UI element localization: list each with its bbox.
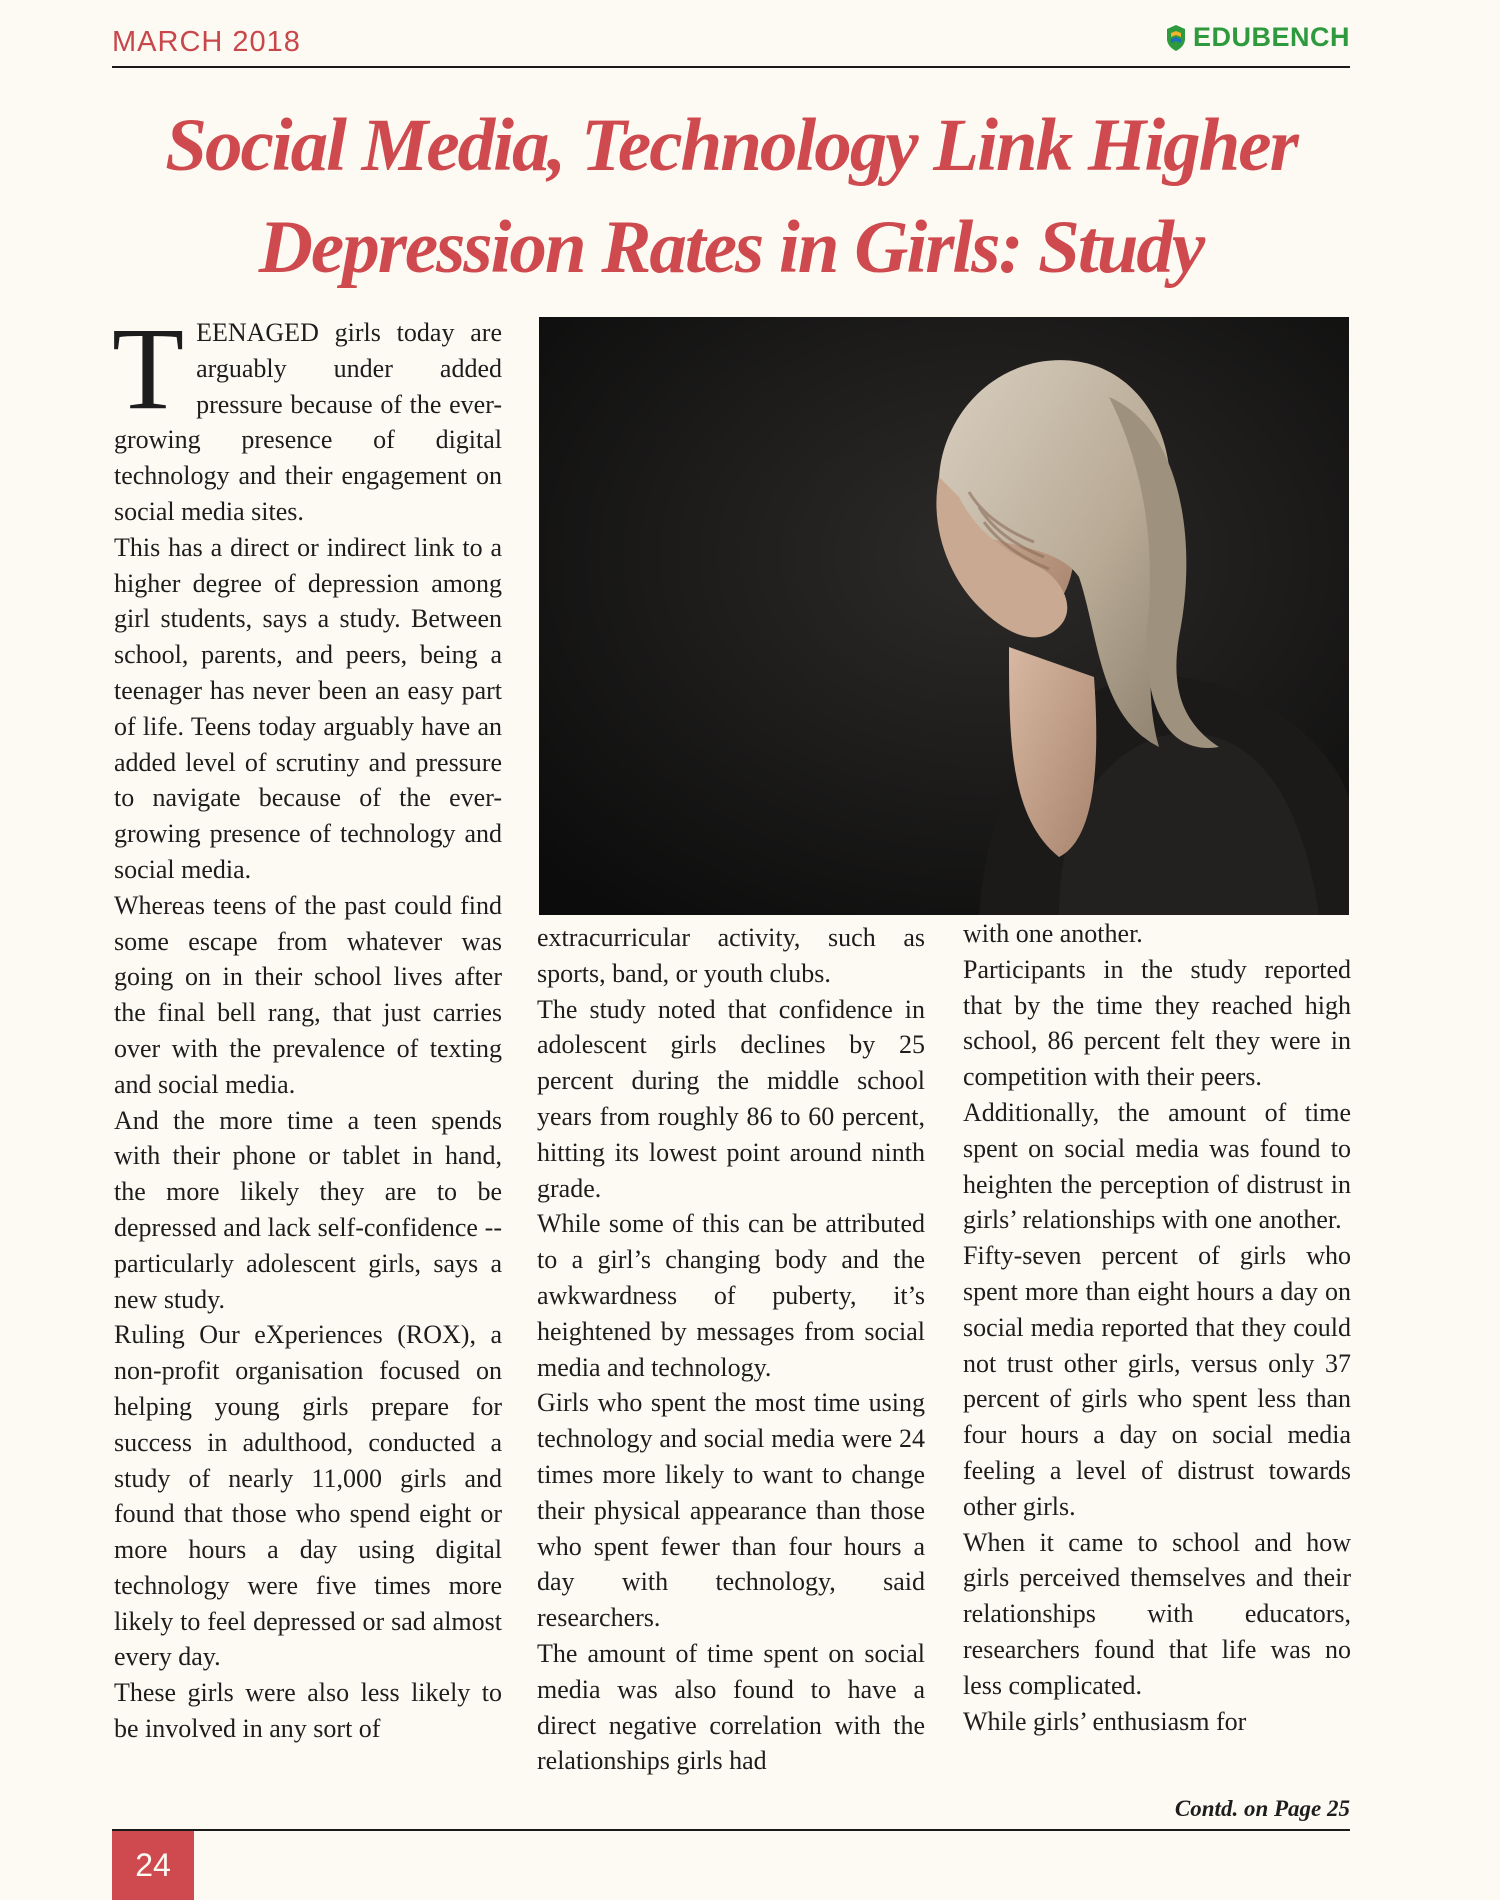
paragraph: While some of this can be attributed to a girl’s changing body and the awkwardness of puberty, it’s heightened by messages from social media and technology. bbox=[537, 1209, 925, 1382]
brand-name: EDUBENCH bbox=[1192, 22, 1350, 52]
paragraph: Girls who spent the most time using technology and social media were 24 times more likely to want to change their physical appearance than those who spent fewer than four hours a day with technology, said researchers. bbox=[537, 1388, 925, 1633]
brand bbox=[1165, 22, 1350, 53]
header-date: MARCH 2018 bbox=[112, 26, 301, 58]
brand-logo-icon bbox=[1165, 24, 1187, 52]
paragraph: When it came to school and how girls perceived themselves and their relationships with educators, researchers found that life was no less complicated. bbox=[963, 1527, 1351, 1700]
paragraph: Ruling Our eXperiences (ROX), a non-profit organisation focused on helping young girls prepare for success in adulthood, conducted a study of nearly 11,000 girls and found that those who spend eight or more hours a day using digital technology were five times more likely to feel depressed or sad almost every day. bbox=[114, 1320, 502, 1672]
paragraph: with one another. bbox=[963, 919, 1143, 948]
footer-rule bbox=[112, 1829, 1350, 1831]
article-column-1 bbox=[112, 303, 502, 1747]
drop-cap: T bbox=[112, 303, 185, 434]
article-column-2 bbox=[537, 920, 925, 1779]
article-column-3 bbox=[963, 916, 1351, 1739]
paragraph: Additionally, the amount of time spent on social media was found to heighten the perception of distrust in girls’ relationships with one another. bbox=[963, 1097, 1351, 1235]
paragraph: Participants in the study reported that by the time they reached high school, 86 percent felt they were in competition with their peers. bbox=[963, 954, 1351, 1092]
paragraph: While girls’ enthusiasm for bbox=[963, 1706, 1247, 1736]
paragraph: Whereas teens of the past could find some escape from whatever was going on in their school lives after the final bell rang, that just carries over with the prevalence of texting and social media. bbox=[114, 890, 502, 1099]
paragraph: extracurricular activity, such as sports, band, or youth clubs. bbox=[537, 923, 925, 988]
paragraph: These girls were also less likely to be involved in any sort of bbox=[114, 1678, 502, 1744]
article-title: Social Media, Technology Link Higher Depression Rates in Girls: Study bbox=[165, 104, 1297, 289]
paragraph: And the more time a teen spends with their phone or tablet in hand, the more likely they are to be depressed and lack self-confidence -- particularly adolescent girls, says a new study. bbox=[114, 1105, 502, 1314]
article-photo bbox=[539, 317, 1349, 915]
page-number: 24 bbox=[112, 1831, 194, 1900]
paragraph: Fifty-seven percent of girls who spent more than eight hours a day on social media reported that they could not trust other girls, versus only 37 percent of girls who spent less than four hours a day on social media feeling a level of distrust towards other girls. bbox=[963, 1241, 1351, 1521]
paragraph: The study noted that confidence in adolescent girls declines by 25 percent during the middle school years from roughly 86 to 60 percent, hitting its lowest point around ninth grade. bbox=[537, 994, 925, 1203]
paragraph: The amount of time spent on social media was also found to have a direct negative correlation with the relationships girls had bbox=[537, 1638, 925, 1776]
paragraph: This has a direct or indirect link to a higher degree of depression among girl students, says a study. Between school, parents, and peers, being a teenager has never been an easy part of life. Teens today arguably have an added level of scrutiny and pressure to navigate because of the ever-growing presence of technology and social media. bbox=[114, 532, 502, 884]
first-paragraph-text: EENAGED girls today are arguably under added pressure because of the ever-growing presence of digital technology and their engagement on social media sites. bbox=[114, 318, 502, 526]
photo-woman-covering-face bbox=[539, 317, 1349, 915]
first-paragraph bbox=[112, 303, 502, 530]
header-rule bbox=[112, 66, 1350, 68]
continued-note: Contd. on Page 25 bbox=[1174, 1796, 1350, 1821]
